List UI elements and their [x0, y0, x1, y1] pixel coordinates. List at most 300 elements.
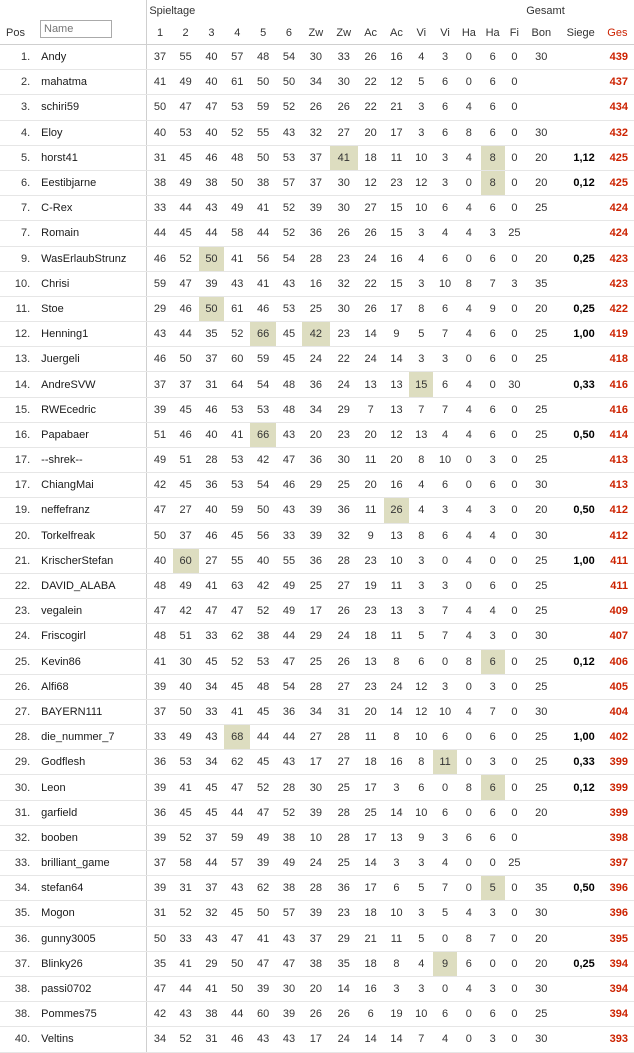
row-player-name[interactable]: vegalein — [35, 599, 147, 624]
row-player-name[interactable]: Juergeli — [35, 347, 147, 372]
row-day-score: 52 — [224, 120, 250, 145]
table-row[interactable] — [0, 145, 634, 170]
table-row[interactable] — [0, 296, 634, 321]
row-day-score: 4 — [433, 851, 457, 876]
row-total: 434 — [601, 95, 634, 120]
table-row[interactable] — [0, 775, 634, 800]
row-position: 10. — [0, 271, 35, 296]
row-day-score: 53 — [173, 120, 199, 145]
table-row[interactable] — [0, 498, 634, 523]
row-day-score: 39 — [199, 271, 225, 296]
row-day-score: 47 — [276, 649, 302, 674]
row-day-score: 40 — [199, 45, 225, 70]
row-bonus: 30 — [524, 45, 558, 70]
row-day-score: 62 — [224, 624, 250, 649]
row-day-score: 35 — [147, 951, 173, 976]
row-day-score: 45 — [173, 221, 199, 246]
row-day-score: 12 — [384, 70, 410, 95]
col-bon[interactable]: Bon — [524, 22, 558, 45]
row-day-score: 50 — [224, 170, 250, 195]
row-day-score: 14 — [330, 976, 358, 1001]
row-day-score: 3 — [433, 498, 457, 523]
row-player-name[interactable]: garfield — [35, 800, 147, 825]
row-day-score: 5 — [433, 901, 457, 926]
row-day-score: 4 — [457, 422, 481, 447]
table-row[interactable] — [0, 523, 634, 548]
search-input[interactable] — [40, 20, 112, 38]
row-player-name[interactable]: brilliant_game — [35, 851, 147, 876]
row-day-score: 18 — [358, 951, 384, 976]
row-day-score: 49 — [276, 599, 302, 624]
row-day-score: 47 — [224, 775, 250, 800]
row-day-score: 53 — [224, 95, 250, 120]
row-total: 394 — [601, 951, 634, 976]
row-day-score: 27 — [330, 674, 358, 699]
row-day-score: 3 — [433, 45, 457, 70]
row-day-score: 27 — [358, 196, 384, 221]
row-player-name[interactable]: ChiangMai — [35, 473, 147, 498]
row-day-score: 30 — [330, 296, 358, 321]
row-player-name[interactable]: KrischerStefan — [35, 548, 147, 573]
row-day-score: 6 — [481, 649, 505, 674]
row-bonus: 20 — [524, 170, 558, 195]
row-bonus: 20 — [524, 951, 558, 976]
row-player-name[interactable]: Kevin86 — [35, 649, 147, 674]
row-bonus: 25 — [524, 725, 558, 750]
row-player-name[interactable]: Papabaer — [35, 422, 147, 447]
row-player-name[interactable]: schiri59 — [35, 95, 147, 120]
row-day-score: 0 — [505, 750, 525, 775]
row-player-name[interactable]: Andy — [35, 45, 147, 70]
table-row[interactable] — [0, 750, 634, 775]
row-day-score: 41 — [224, 699, 250, 724]
table-row[interactable] — [0, 422, 634, 447]
row-wins: 0,50 — [558, 876, 600, 901]
row-day-score: 38 — [147, 170, 173, 195]
row-day-score: 35 — [199, 322, 225, 347]
table-row[interactable] — [0, 851, 634, 876]
row-day-score: 29 — [147, 296, 173, 321]
row-day-score: 68 — [224, 725, 250, 750]
row-day-score: 6 — [481, 1002, 505, 1027]
col-day-ha-2[interactable]: Ha — [481, 22, 505, 45]
row-day-score: 29 — [302, 473, 330, 498]
row-player-name[interactable]: Pommes75 — [35, 1002, 147, 1027]
row-total: 432 — [601, 120, 634, 145]
row-day-score: 5 — [409, 624, 433, 649]
row-day-score: 49 — [173, 170, 199, 195]
row-day-score: 43 — [276, 498, 302, 523]
row-day-score: 0 — [457, 473, 481, 498]
row-total: 396 — [601, 901, 634, 926]
search-box[interactable] — [40, 20, 112, 40]
row-position: 30. — [0, 775, 35, 800]
row-wins: 1,00 — [558, 725, 600, 750]
row-day-score: 6 — [481, 825, 505, 850]
row-player-name[interactable]: Godflesh — [35, 750, 147, 775]
row-day-score: 6 — [384, 876, 410, 901]
row-day-score: 31 — [147, 145, 173, 170]
row-bonus: 25 — [524, 750, 558, 775]
col-pos[interactable]: Pos — [0, 22, 35, 45]
row-day-score: 0 — [457, 347, 481, 372]
row-day-score: 53 — [250, 397, 276, 422]
row-player-name[interactable]: passi0702 — [35, 976, 147, 1001]
row-day-score: 3 — [481, 674, 505, 699]
table-row[interactable] — [0, 573, 634, 598]
row-player-name[interactable]: DAVID_ALABA — [35, 573, 147, 598]
col-ges[interactable]: Ges — [601, 22, 634, 45]
row-day-score: 8 — [481, 170, 505, 195]
row-position: 5. — [0, 145, 35, 170]
row-day-score: 43 — [199, 926, 225, 951]
row-day-score: 0 — [505, 523, 525, 548]
row-day-score: 28 — [199, 448, 225, 473]
col-day-ac-1[interactable]: Ac — [358, 22, 384, 45]
table-row[interactable] — [0, 951, 634, 976]
table-row[interactable] — [0, 1002, 634, 1027]
row-day-score: 6 — [433, 296, 457, 321]
table-row[interactable] — [0, 170, 634, 195]
col-day-1[interactable]: 1 — [147, 22, 173, 45]
table-row[interactable] — [0, 825, 634, 850]
row-day-score: 7 — [409, 397, 433, 422]
row-day-score: 47 — [147, 599, 173, 624]
row-day-score: 6 — [433, 246, 457, 271]
table-row[interactable] — [0, 473, 634, 498]
col-day-2[interactable]: 2 — [173, 22, 199, 45]
row-day-score: 32 — [330, 523, 358, 548]
row-day-score: 37 — [147, 372, 173, 397]
row-day-score: 18 — [358, 624, 384, 649]
col-day-vi-1[interactable]: Vi — [409, 22, 433, 45]
row-day-score: 28 — [330, 725, 358, 750]
table-row[interactable] — [0, 901, 634, 926]
row-day-score: 61 — [224, 296, 250, 321]
row-player-name[interactable]: RWEcedric — [35, 397, 147, 422]
row-total: 425 — [601, 170, 634, 195]
row-day-score: 3 — [481, 624, 505, 649]
row-player-name[interactable]: Alfi68 — [35, 674, 147, 699]
row-day-score: 47 — [199, 599, 225, 624]
table-row[interactable] — [0, 372, 634, 397]
table-row[interactable] — [0, 45, 634, 70]
col-day-ha-1[interactable]: Ha — [457, 22, 481, 45]
row-day-score: 44 — [199, 851, 225, 876]
row-day-score: 0 — [505, 347, 525, 372]
row-day-score: 37 — [199, 347, 225, 372]
row-day-score: 19 — [358, 573, 384, 598]
row-day-score: 25 — [302, 573, 330, 598]
row-wins — [558, 347, 600, 372]
row-bonus — [524, 372, 558, 397]
row-player-name[interactable]: gunny3005 — [35, 926, 147, 951]
row-wins — [558, 699, 600, 724]
row-day-score: 39 — [147, 674, 173, 699]
row-day-score: 8 — [409, 750, 433, 775]
group-label-spieltage: Spieltage — [147, 0, 524, 22]
row-day-score: 4 — [457, 322, 481, 347]
row-day-score: 52 — [224, 322, 250, 347]
table-row[interactable] — [0, 70, 634, 95]
col-siege[interactable]: Siege — [558, 22, 600, 45]
table-row[interactable] — [0, 448, 634, 473]
row-day-score: 42 — [250, 573, 276, 598]
row-day-score: 23 — [330, 322, 358, 347]
row-day-score: 6 — [433, 523, 457, 548]
row-player-name[interactable]: Chrisi — [35, 271, 147, 296]
row-day-score: 55 — [224, 548, 250, 573]
col-day-zw-2[interactable]: Zw — [330, 22, 358, 45]
row-day-score: 37 — [147, 45, 173, 70]
table-row[interactable] — [0, 95, 634, 120]
row-total: 402 — [601, 725, 634, 750]
table-row[interactable] — [0, 699, 634, 724]
row-day-score: 42 — [173, 599, 199, 624]
row-player-name[interactable]: Eestibjarne — [35, 170, 147, 195]
row-day-score: 43 — [276, 1027, 302, 1052]
table-row[interactable] — [0, 1027, 634, 1052]
row-total: 394 — [601, 976, 634, 1001]
row-day-score: 15 — [409, 372, 433, 397]
row-player-name[interactable]: mahatma — [35, 70, 147, 95]
row-day-score: 53 — [276, 296, 302, 321]
row-position: 7. — [0, 196, 35, 221]
table-row[interactable] — [0, 624, 634, 649]
row-day-score: 3 — [433, 674, 457, 699]
row-day-score: 17 — [384, 296, 410, 321]
row-player-name[interactable]: WasErlaubStrunz — [35, 246, 147, 271]
row-wins: 1,00 — [558, 322, 600, 347]
row-day-score: 4 — [481, 599, 505, 624]
table-row[interactable] — [0, 271, 634, 296]
row-bonus: 25 — [524, 422, 558, 447]
row-day-score: 8 — [457, 120, 481, 145]
row-day-score: 17 — [358, 876, 384, 901]
row-player-name[interactable]: neffefranz — [35, 498, 147, 523]
row-day-score: 5 — [409, 322, 433, 347]
col-day-4[interactable]: 4 — [224, 22, 250, 45]
row-day-score: 13 — [384, 397, 410, 422]
row-day-score: 57 — [276, 170, 302, 195]
row-total: 394 — [601, 1002, 634, 1027]
row-day-score: 25 — [358, 800, 384, 825]
row-day-score: 26 — [384, 498, 410, 523]
row-player-name[interactable]: die_nummer_7 — [35, 725, 147, 750]
row-day-score: 30 — [302, 775, 330, 800]
row-day-score: 52 — [173, 1027, 199, 1052]
row-player-name[interactable]: --shrek-- — [35, 448, 147, 473]
row-day-score: 10 — [409, 145, 433, 170]
row-day-score: 16 — [384, 473, 410, 498]
row-day-score: 0 — [457, 45, 481, 70]
row-day-score: 12 — [409, 699, 433, 724]
row-day-score: 25 — [302, 649, 330, 674]
table-row[interactable] — [0, 120, 634, 145]
row-day-score: 0 — [433, 976, 457, 1001]
row-day-score: 0 — [505, 120, 525, 145]
row-total: 399 — [601, 800, 634, 825]
row-day-score: 43 — [276, 750, 302, 775]
row-day-score: 50 — [250, 498, 276, 523]
row-day-score: 7 — [481, 699, 505, 724]
row-day-score: 26 — [330, 649, 358, 674]
row-day-score: 44 — [173, 322, 199, 347]
row-day-score: 39 — [302, 800, 330, 825]
row-day-score: 23 — [330, 901, 358, 926]
row-day-score: 7 — [433, 322, 457, 347]
row-day-score: 6 — [433, 95, 457, 120]
table-row[interactable] — [0, 221, 634, 246]
row-player-name[interactable]: stefan64 — [35, 876, 147, 901]
row-day-score: 4 — [457, 221, 481, 246]
row-player-name[interactable]: BAYERN111 — [35, 699, 147, 724]
row-day-score: 50 — [173, 699, 199, 724]
col-day-5[interactable]: 5 — [250, 22, 276, 45]
row-day-score: 36 — [330, 498, 358, 523]
row-player-name[interactable]: AndreSVW — [35, 372, 147, 397]
row-wins — [558, 800, 600, 825]
row-player-name[interactable]: Mogon — [35, 901, 147, 926]
row-day-score: 3 — [409, 851, 433, 876]
row-day-score: 52 — [173, 901, 199, 926]
row-player-name[interactable]: booben — [35, 825, 147, 850]
row-day-score: 13 — [384, 523, 410, 548]
col-day-3[interactable]: 3 — [199, 22, 225, 45]
row-day-score: 0 — [505, 170, 525, 195]
row-day-score: 54 — [276, 45, 302, 70]
row-day-score: 28 — [330, 548, 358, 573]
row-day-score: 53 — [276, 145, 302, 170]
row-day-score: 6 — [433, 70, 457, 95]
row-day-score: 38 — [276, 825, 302, 850]
row-day-score: 41 — [224, 246, 250, 271]
row-position: 37. — [0, 951, 35, 976]
row-day-score: 0 — [505, 322, 525, 347]
row-player-name[interactable]: horst41 — [35, 145, 147, 170]
row-day-score: 0 — [505, 775, 525, 800]
row-day-score: 10 — [409, 1002, 433, 1027]
row-wins: 1,12 — [558, 145, 600, 170]
row-bonus — [524, 825, 558, 850]
table-row[interactable] — [0, 599, 634, 624]
row-day-score: 47 — [276, 448, 302, 473]
row-day-score: 7 — [433, 599, 457, 624]
row-day-score: 4 — [457, 296, 481, 321]
row-position: 19. — [0, 498, 35, 523]
col-day-zw-1[interactable]: Zw — [302, 22, 330, 45]
row-day-score: 9 — [358, 523, 384, 548]
table-row[interactable] — [0, 674, 634, 699]
row-total: 406 — [601, 649, 634, 674]
table-row[interactable] — [0, 397, 634, 422]
table-row[interactable] — [0, 725, 634, 750]
table-row[interactable] — [0, 800, 634, 825]
table-row[interactable] — [0, 347, 634, 372]
col-day-vi-2[interactable]: Vi — [433, 22, 457, 45]
row-day-score: 0 — [457, 170, 481, 195]
row-day-score: 6 — [358, 1002, 384, 1027]
row-day-score: 39 — [250, 851, 276, 876]
row-day-score: 49 — [173, 573, 199, 598]
row-player-name[interactable]: C-Rex — [35, 196, 147, 221]
row-day-score: 41 — [173, 775, 199, 800]
table-row[interactable] — [0, 548, 634, 573]
table-row[interactable] — [0, 876, 634, 901]
row-day-score: 46 — [147, 246, 173, 271]
row-player-name[interactable]: Eloy — [35, 120, 147, 145]
table-row[interactable] — [0, 976, 634, 1001]
row-day-score: 36 — [276, 699, 302, 724]
table-row[interactable] — [0, 926, 634, 951]
row-day-score: 9 — [409, 825, 433, 850]
row-day-score: 10 — [433, 699, 457, 724]
row-day-score: 6 — [433, 473, 457, 498]
row-day-score: 52 — [250, 775, 276, 800]
row-day-score: 41 — [147, 649, 173, 674]
row-day-score: 43 — [147, 322, 173, 347]
table-row[interactable] — [0, 322, 634, 347]
row-day-score: 5 — [481, 876, 505, 901]
row-day-score: 34 — [147, 1027, 173, 1052]
row-day-score: 3 — [433, 347, 457, 372]
row-day-score: 0 — [505, 825, 525, 850]
row-day-score: 39 — [302, 523, 330, 548]
row-day-score: 0 — [457, 800, 481, 825]
row-day-score: 37 — [199, 825, 225, 850]
row-day-score: 6 — [433, 725, 457, 750]
col-day-ac-2[interactable]: Ac — [384, 22, 410, 45]
row-player-name[interactable]: Torkelfreak — [35, 523, 147, 548]
row-day-score: 5 — [409, 70, 433, 95]
row-total: 413 — [601, 473, 634, 498]
table-row[interactable] — [0, 649, 634, 674]
row-day-score: 43 — [276, 120, 302, 145]
row-player-name[interactable]: Leon — [35, 775, 147, 800]
row-day-score: 6 — [433, 372, 457, 397]
row-day-score: 5 — [409, 926, 433, 951]
row-day-score: 23 — [330, 246, 358, 271]
row-player-name[interactable]: Romain — [35, 221, 147, 246]
row-player-name[interactable]: Henning1 — [35, 322, 147, 347]
row-day-score: 6 — [481, 422, 505, 447]
col-day-fi[interactable]: Fi — [505, 22, 525, 45]
row-day-score: 0 — [457, 750, 481, 775]
row-day-score: 6 — [481, 775, 505, 800]
row-day-score: 38 — [199, 1002, 225, 1027]
row-day-score: 31 — [199, 372, 225, 397]
row-day-score: 47 — [224, 926, 250, 951]
col-day-6[interactable]: 6 — [276, 22, 302, 45]
row-player-name[interactable]: Friscogirl — [35, 624, 147, 649]
row-day-score: 45 — [276, 347, 302, 372]
row-day-score: 0 — [505, 70, 525, 95]
row-day-score: 61 — [224, 70, 250, 95]
row-wins: 0,33 — [558, 750, 600, 775]
row-day-score: 43 — [199, 725, 225, 750]
row-bonus: 30 — [524, 523, 558, 548]
row-day-score: 4 — [481, 523, 505, 548]
row-day-score: 45 — [199, 775, 225, 800]
table-row[interactable] — [0, 246, 634, 271]
row-player-name[interactable]: Blinky26 — [35, 951, 147, 976]
table-row[interactable] — [0, 196, 634, 221]
row-player-name[interactable]: Veltins — [35, 1027, 147, 1052]
row-day-score: 0 — [505, 624, 525, 649]
row-player-name[interactable]: Stoe — [35, 296, 147, 321]
row-day-score: 33 — [276, 523, 302, 548]
row-day-score: 50 — [199, 246, 225, 271]
